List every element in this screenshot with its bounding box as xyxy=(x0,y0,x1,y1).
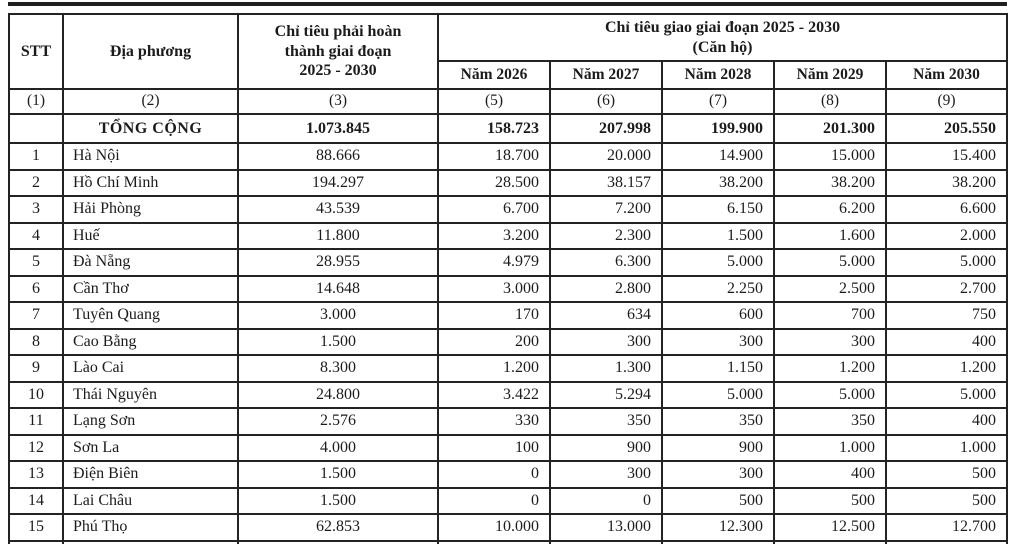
year-value-cell: 12.700 xyxy=(886,514,1007,541)
table-row xyxy=(9,223,1007,250)
row-number-cell: 1 xyxy=(9,143,63,170)
locality-cell: Huế xyxy=(63,223,238,250)
year-value-cell: 6.150 xyxy=(662,196,774,223)
year-value-cell: 3.200 xyxy=(438,223,550,250)
target-cell: 194.297 xyxy=(238,170,438,197)
row-number-cell: 12 xyxy=(9,435,63,462)
year-value-cell: 10.000 xyxy=(438,514,550,541)
target-cell: 3.000 xyxy=(238,302,438,329)
year-value-cell: 634 xyxy=(550,302,662,329)
housing-allocation-table xyxy=(8,13,1008,544)
year-value-cell: 5.000 xyxy=(662,249,774,276)
year-value-cell: 13.000 xyxy=(550,514,662,541)
target-cell: 88.666 xyxy=(238,143,438,170)
locality-cell: Lai Châu xyxy=(63,488,238,515)
header-target-line3: 2025 - 2030 xyxy=(299,62,377,80)
header-year-2030: Năm 2030 xyxy=(886,61,1007,89)
total-year-value-cell: 199.900 xyxy=(662,114,774,143)
locality-cell: Hải Phòng xyxy=(63,196,238,223)
header-group-unit: (Căn hộ) xyxy=(692,38,753,56)
year-value-cell: 350 xyxy=(662,408,774,435)
total-year-value-cell: 201.300 xyxy=(774,114,886,143)
year-value-cell: 300 xyxy=(662,329,774,356)
locality-cell: Hồ Chí Minh xyxy=(63,170,238,197)
target-cell: 24.800 xyxy=(238,382,438,409)
header-target-column xyxy=(238,14,438,89)
total-label-cell: TỔNG CỘNG xyxy=(63,114,238,143)
locality-cell: Tuyên Quang xyxy=(63,302,238,329)
colnum-6: (6) xyxy=(550,89,662,114)
table-row xyxy=(9,170,1007,197)
year-value-cell: 1.300 xyxy=(550,355,662,382)
year-value-cell: 400 xyxy=(886,329,1007,356)
table-row xyxy=(9,355,1007,382)
colnum-5: (5) xyxy=(438,89,550,114)
table-row xyxy=(9,461,1007,488)
year-value-cell: 0 xyxy=(550,488,662,515)
table-row xyxy=(9,408,1007,435)
target-cell: 43.539 xyxy=(238,196,438,223)
year-value-cell: 300 xyxy=(662,461,774,488)
table-row xyxy=(9,249,1007,276)
year-value-cell: 6.300 xyxy=(550,249,662,276)
year-value-cell: 1.600 xyxy=(774,223,886,250)
row-number-cell: 5 xyxy=(9,249,63,276)
locality-cell: Đà Nẵng xyxy=(63,249,238,276)
header-target-line2: thành giai đoạn xyxy=(284,42,392,60)
row-number-cell: 7 xyxy=(9,302,63,329)
table-row xyxy=(9,488,1007,515)
total-row xyxy=(9,114,1007,143)
year-value-cell: 500 xyxy=(774,488,886,515)
year-value-cell: 38.157 xyxy=(550,170,662,197)
table-row xyxy=(9,435,1007,462)
year-value-cell: 1.150 xyxy=(662,355,774,382)
year-value-cell: 15.000 xyxy=(774,143,886,170)
table-header xyxy=(9,14,1007,114)
year-value-cell: 170 xyxy=(438,302,550,329)
year-value-cell: 18.700 xyxy=(438,143,550,170)
year-value-cell: 14.900 xyxy=(662,143,774,170)
colnum-1: (1) xyxy=(9,89,63,114)
row-number-cell: 11 xyxy=(9,408,63,435)
row-number-cell: 13 xyxy=(9,461,63,488)
year-value-cell: 7.200 xyxy=(550,196,662,223)
target-cell: 4.000 xyxy=(238,435,438,462)
year-value-cell: 300 xyxy=(550,461,662,488)
locality-cell: Cần Thơ xyxy=(63,276,238,303)
year-value-cell: 3.000 xyxy=(438,276,550,303)
target-cell: 1.500 xyxy=(238,461,438,488)
year-value-cell: 500 xyxy=(662,488,774,515)
table-row xyxy=(9,329,1007,356)
colnum-9: (9) xyxy=(886,89,1007,114)
target-cell: 14.648 xyxy=(238,276,438,303)
year-value-cell: 12.300 xyxy=(662,514,774,541)
header-target-line1: Chỉ tiêu phải hoàn xyxy=(274,23,402,41)
year-value-cell: 6.200 xyxy=(774,196,886,223)
year-value-cell: 400 xyxy=(774,461,886,488)
locality-cell: Cao Bằng xyxy=(63,329,238,356)
target-cell: 62.853 xyxy=(238,514,438,541)
year-value-cell: 1.200 xyxy=(886,355,1007,382)
table-row xyxy=(9,143,1007,170)
year-value-cell: 28.500 xyxy=(438,170,550,197)
year-value-cell: 0 xyxy=(438,461,550,488)
year-value-cell: 200 xyxy=(438,329,550,356)
locality-cell: Lạng Sơn xyxy=(63,408,238,435)
locality-cell: Phú Thọ xyxy=(63,514,238,541)
row-number-cell: 9 xyxy=(9,355,63,382)
year-value-cell: 1.000 xyxy=(774,435,886,462)
year-value-cell: 1.000 xyxy=(886,435,1007,462)
year-value-cell: 38.200 xyxy=(662,170,774,197)
total-target-cell: 1.073.845 xyxy=(238,114,438,143)
year-value-cell: 12.500 xyxy=(774,514,886,541)
year-value-cell: 2.000 xyxy=(886,223,1007,250)
year-value-cell: 15.400 xyxy=(886,143,1007,170)
year-value-cell: 1.200 xyxy=(774,355,886,382)
year-value-cell: 350 xyxy=(550,408,662,435)
table-row xyxy=(9,514,1007,541)
year-value-cell: 38.200 xyxy=(774,170,886,197)
year-value-cell: 20.000 xyxy=(550,143,662,170)
year-value-cell: 5.000 xyxy=(886,249,1007,276)
year-value-cell: 5.000 xyxy=(774,382,886,409)
colnum-2: (2) xyxy=(63,89,238,114)
year-value-cell: 2.500 xyxy=(774,276,886,303)
year-value-cell: 5.000 xyxy=(774,249,886,276)
row-number-cell: 8 xyxy=(9,329,63,356)
total-year-value-cell: 158.723 xyxy=(438,114,550,143)
row-number-cell: 15 xyxy=(9,514,63,541)
year-value-cell: 6.600 xyxy=(886,196,1007,223)
header-locality: Địa phương xyxy=(63,14,238,89)
year-value-cell: 6.700 xyxy=(438,196,550,223)
year-value-cell: 5.000 xyxy=(662,382,774,409)
header-year-2029: Năm 2029 xyxy=(774,61,886,89)
year-value-cell: 2.800 xyxy=(550,276,662,303)
locality-cell: Hà Nội xyxy=(63,143,238,170)
year-value-cell: 400 xyxy=(886,408,1007,435)
row-number-cell: 14 xyxy=(9,488,63,515)
year-value-cell: 900 xyxy=(662,435,774,462)
year-value-cell: 100 xyxy=(438,435,550,462)
year-value-cell: 300 xyxy=(550,329,662,356)
year-value-cell: 900 xyxy=(550,435,662,462)
header-year-2026: Năm 2026 xyxy=(438,61,550,89)
colnum-8: (8) xyxy=(774,89,886,114)
year-value-cell: 0 xyxy=(438,488,550,515)
year-value-cell: 700 xyxy=(774,302,886,329)
header-group-title: Chỉ tiêu giao giai đoạn 2025 - 2030 xyxy=(604,18,841,36)
year-value-cell: 2.700 xyxy=(886,276,1007,303)
year-value-cell: 500 xyxy=(886,461,1007,488)
target-cell: 11.800 xyxy=(238,223,438,250)
row-number-cell: 3 xyxy=(9,196,63,223)
total-stt-cell xyxy=(9,114,63,143)
locality-cell: Lào Cai xyxy=(63,355,238,382)
header-year-2028: Năm 2028 xyxy=(662,61,774,89)
year-value-cell: 1.200 xyxy=(438,355,550,382)
year-value-cell: 2.250 xyxy=(662,276,774,303)
locality-cell: Thái Nguyên xyxy=(63,382,238,409)
table-body xyxy=(9,114,1007,544)
year-value-cell: 2.300 xyxy=(550,223,662,250)
total-year-value-cell: 205.550 xyxy=(886,114,1007,143)
table-row xyxy=(9,382,1007,409)
total-year-value-cell: 207.998 xyxy=(550,114,662,143)
table-row xyxy=(9,302,1007,329)
year-value-cell: 330 xyxy=(438,408,550,435)
header-year-2027: Năm 2027 xyxy=(550,61,662,89)
year-value-cell: 350 xyxy=(774,408,886,435)
clipped-next-row xyxy=(9,541,1007,544)
year-value-cell: 5.294 xyxy=(550,382,662,409)
year-value-cell: 750 xyxy=(886,302,1007,329)
row-number-cell: 2 xyxy=(9,170,63,197)
year-value-cell: 38.200 xyxy=(886,170,1007,197)
locality-cell: Sơn La xyxy=(63,435,238,462)
target-cell: 28.955 xyxy=(238,249,438,276)
year-value-cell: 500 xyxy=(886,488,1007,515)
target-cell: 1.500 xyxy=(238,488,438,515)
row-number-cell: 6 xyxy=(9,276,63,303)
target-cell: 8.300 xyxy=(238,355,438,382)
header-group-assigned xyxy=(438,14,1007,61)
year-value-cell: 4.979 xyxy=(438,249,550,276)
header-stt: STT xyxy=(9,14,63,89)
row-number-cell: 4 xyxy=(9,223,63,250)
row-number-cell: 10 xyxy=(9,382,63,409)
colnum-3: (3) xyxy=(238,89,438,114)
document-top-rule xyxy=(8,2,1007,6)
year-value-cell: 600 xyxy=(662,302,774,329)
year-value-cell: 300 xyxy=(774,329,886,356)
colnum-7: (7) xyxy=(662,89,774,114)
table-row xyxy=(9,196,1007,223)
table-row xyxy=(9,276,1007,303)
year-value-cell: 1.500 xyxy=(662,223,774,250)
year-value-cell: 5.000 xyxy=(886,382,1007,409)
target-cell: 1.500 xyxy=(238,329,438,356)
locality-cell: Điện Biên xyxy=(63,461,238,488)
target-cell: 2.576 xyxy=(238,408,438,435)
year-value-cell: 3.422 xyxy=(438,382,550,409)
